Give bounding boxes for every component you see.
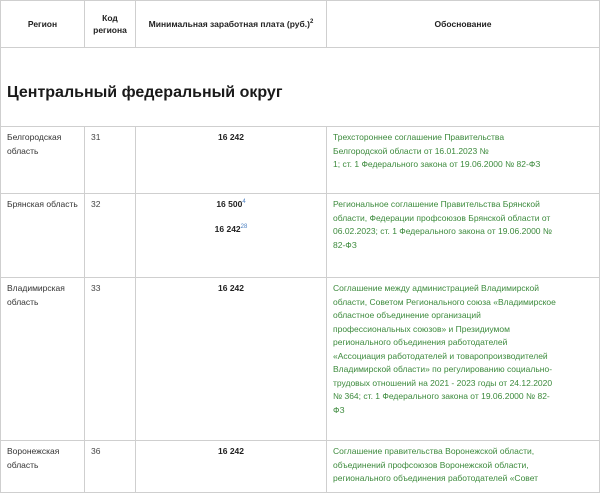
table-row xyxy=(1,127,600,194)
basis-link[interactable]: Региональное соглашение Правительства Брянской области, Федерации профсоюзов Брянской области от 06.02.2023; ст. 1 Федерального закона от 19.06.2000 № 82-ФЗ xyxy=(327,194,600,278)
section-row xyxy=(1,48,600,127)
section-title: Центральный федеральный округ xyxy=(7,84,283,102)
footnote-link[interactable]: 28 xyxy=(240,223,248,230)
basis-link[interactable]: Трехстороннее соглашение Правительства Белгородской области от 16.01.2023 № 1; ст. 1 Федерального закона от 19.06.2000 № 82-ФЗ xyxy=(327,127,600,194)
wage-cell xyxy=(136,194,327,278)
basis-link[interactable]: Соглашение правительства Воронежской области, объединений профсоюзов Воронежской области, регионального объединения работодателей «Совет xyxy=(327,441,600,493)
table-row xyxy=(1,194,600,278)
region-cell: Брянская область xyxy=(1,194,85,278)
header-min-wage: Минимальная заработная плата $(руб.)^2$ xyxy=(136,1,327,48)
table-header-row xyxy=(1,1,600,48)
code-cell: 31 xyxy=(85,127,136,194)
basis-link[interactable]: Соглашение между администрацией Владимирской области, Советом Регионального союза «Владимирское областное объединение организаций профессиональных союзов» и Президиумом регионального объединения работодателей «Ассоциация работодателей и товаропроизводителей Владимирской области» по регулированию социально- трудовых отношений на 2021 - 2023 годы от 24.12.2020 № 364; ст. 1 Федерального закона от 19.06.2000 № 82- ФЗ xyxy=(327,278,600,441)
region-cell: Владимирская область xyxy=(1,278,85,441)
wage-value: 16 242 xyxy=(218,132,244,142)
section-cell xyxy=(1,48,600,127)
wage-value: 16 242 xyxy=(218,283,244,293)
header-code: Код региона xyxy=(85,1,136,48)
header-basis: Обоснование xyxy=(327,1,600,48)
region-cell: Белгородская область xyxy=(1,127,85,194)
wage-cell xyxy=(136,127,327,194)
wage-cell xyxy=(136,278,327,441)
header-region: Регион xyxy=(1,1,85,48)
table-row xyxy=(1,278,600,441)
wage-value: 16 242 xyxy=(218,446,244,456)
wage-value: 16 500$^4$ xyxy=(216,199,246,209)
code-cell: 32 xyxy=(85,194,136,278)
table-row xyxy=(1,441,600,493)
footnote-link[interactable]: 4 xyxy=(242,199,246,206)
code-cell: 33 xyxy=(85,278,136,441)
wage-cell xyxy=(136,441,327,493)
code-cell: 36 xyxy=(85,441,136,493)
wage-value: 16 242$^{28}$ xyxy=(214,223,248,234)
region-cell: Воронежская область xyxy=(1,441,85,493)
